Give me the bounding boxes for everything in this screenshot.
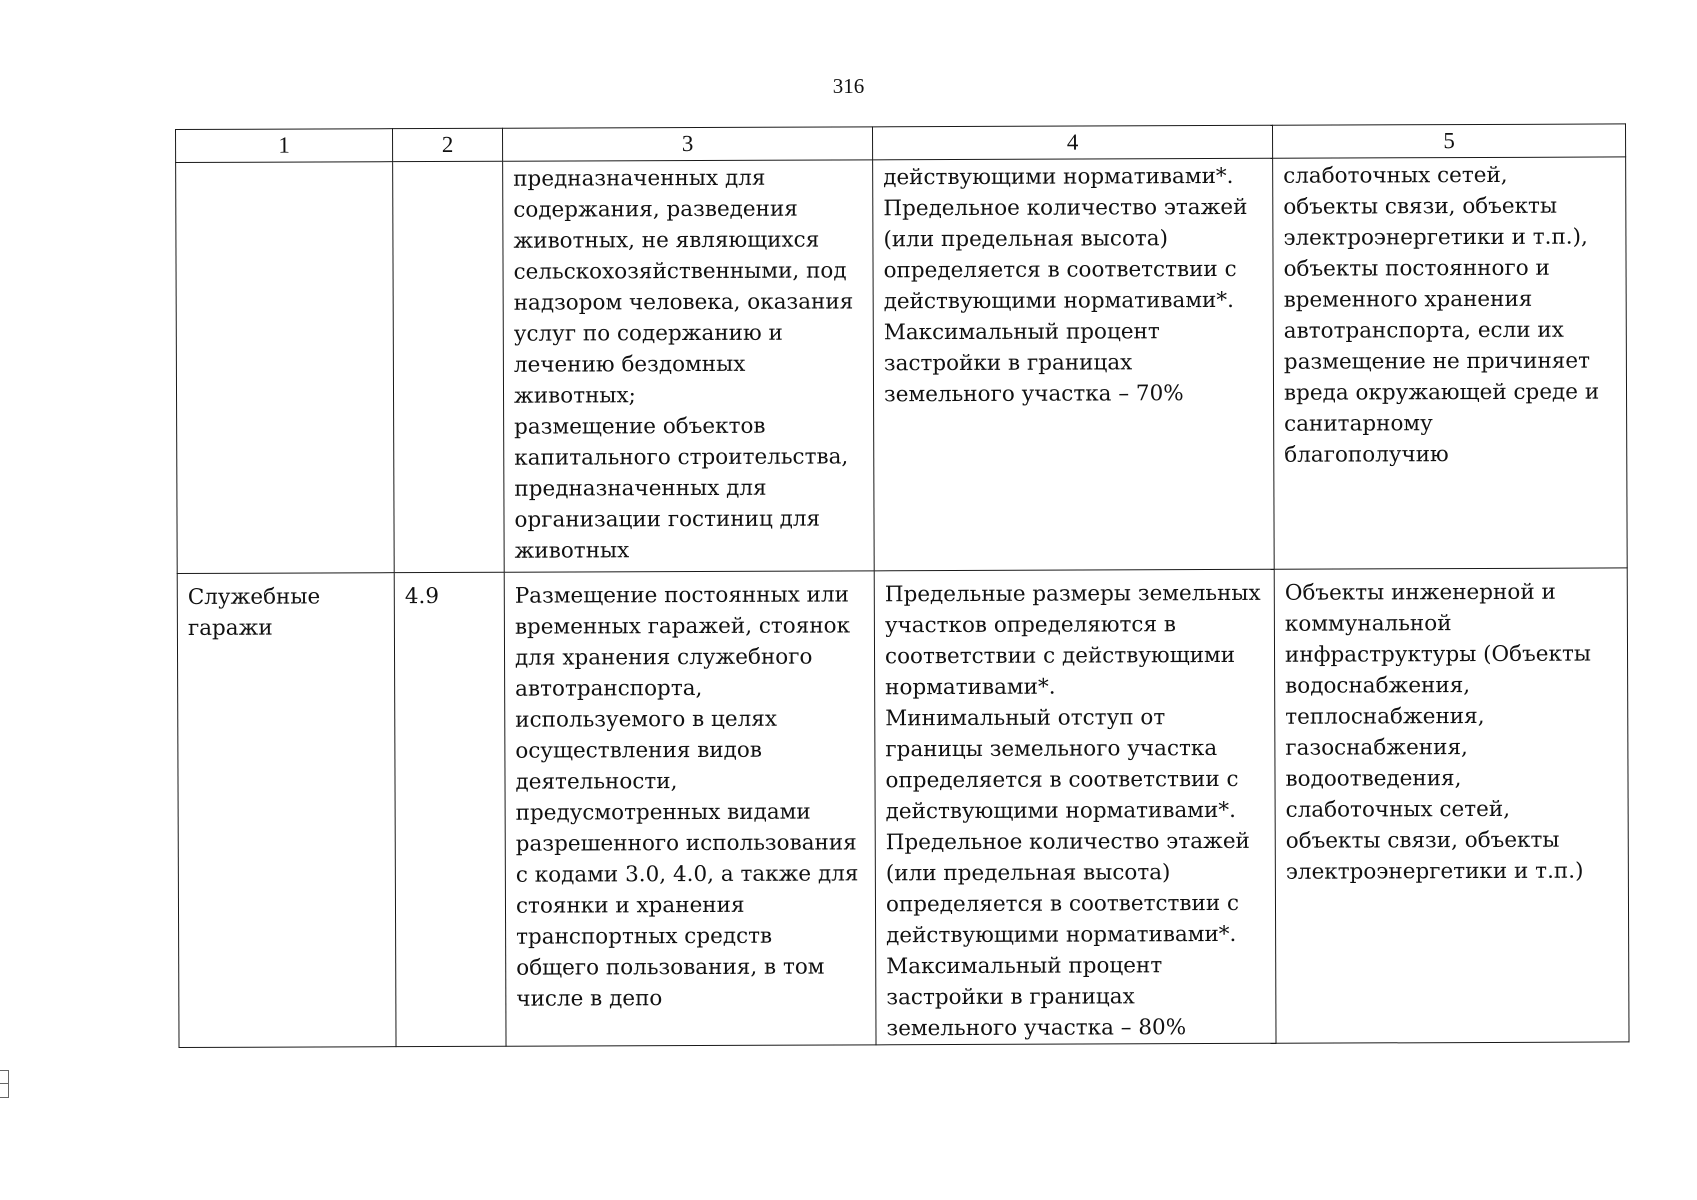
header-col-4: 4	[872, 125, 1272, 160]
text-line: (или предельная высота)	[883, 226, 1169, 253]
text-line: лечению бездомных	[513, 351, 746, 378]
text-line: Максимальный процент	[886, 953, 1163, 980]
text-line: водоснабжения,	[1285, 673, 1471, 699]
text-line: Предельное количество этажей	[883, 194, 1248, 222]
text-line: инфраструктуры (Объекты	[1284, 641, 1591, 668]
text-line: Объекты инженерной и	[1284, 579, 1556, 606]
text-line: Минимальный отступ от	[885, 705, 1166, 732]
cell-use-name	[176, 162, 395, 574]
cell-parameters	[873, 158, 1275, 571]
text-line: застройки в границах	[886, 984, 1135, 1011]
text-line: объекты постоянного и	[1283, 255, 1550, 282]
text-line: размещение не причиняет	[1283, 348, 1591, 375]
text-line: осуществления видов	[515, 737, 762, 764]
text-line: газоснабжения,	[1285, 735, 1468, 761]
binding-mark	[0, 1070, 9, 1098]
cell-auxiliary-uses	[1273, 157, 1628, 569]
text-line: Максимальный процент	[883, 319, 1160, 346]
text-line: теплоснабжения,	[1285, 703, 1485, 730]
cell-description	[503, 160, 875, 572]
text-line: деятельности,	[515, 769, 678, 795]
text-line: слаботочных сетей,	[1285, 796, 1511, 823]
land-use-table	[175, 123, 1630, 1048]
text-line: используемого в целях	[515, 706, 777, 733]
text-line: нормативами*.	[885, 674, 1056, 701]
text-line: капитального строительства,	[514, 444, 849, 471]
text-line: размещение объектов	[514, 413, 766, 440]
text-line: определяется в соответствии с	[885, 890, 1240, 918]
text-line: транспортных средств	[516, 923, 773, 950]
text-line: земельного участка – 70%	[883, 381, 1184, 408]
text-line: разрешенного использования	[515, 830, 857, 857]
text-line: определяется в соответствии с	[885, 766, 1239, 794]
text-line: животных, не являющихся	[513, 227, 820, 254]
text-line: объекты связи, объекты	[1285, 827, 1560, 854]
text-line: предназначенных для	[514, 475, 767, 502]
text-line: участков определяются в	[884, 612, 1177, 639]
text-line: организации гостиниц для	[514, 506, 821, 533]
header-col-3: 3	[502, 127, 872, 161]
text-line: коммунальной	[1284, 611, 1452, 637]
text-line: действующими нормативами*.	[885, 797, 1236, 825]
header-row	[176, 124, 1626, 163]
text-line: предусмотренных видами	[515, 799, 811, 826]
text-line: временного хранения	[1283, 286, 1533, 313]
text-line: содержания, разведения	[513, 196, 798, 223]
cell-description	[504, 571, 876, 1046]
text-line: санитарному	[1284, 411, 1433, 437]
text-line: Предельные размеры земельных	[884, 580, 1261, 608]
text-line: Предельное количество этажей	[885, 828, 1250, 856]
text-line: земельного участка – 80%	[886, 1015, 1187, 1042]
text-line: временных гаражей, стоянок	[514, 613, 851, 640]
page-number: 316	[832, 74, 865, 98]
text-line: вреда окружающей среде и	[1283, 379, 1600, 406]
text-line: услуг по содержанию и	[513, 320, 783, 347]
text-line: гаражи	[187, 615, 273, 641]
text-line: животных;	[513, 383, 636, 409]
text-line: застройки в границах	[883, 350, 1133, 377]
cell-code	[393, 161, 505, 572]
text-line: для хранения служебного	[514, 644, 813, 671]
header-col-2: 2	[393, 128, 503, 161]
text-line: стоянки и хранения	[515, 892, 745, 919]
text-line: Служебные	[187, 584, 321, 610]
text-line: водоотведения,	[1285, 766, 1462, 792]
cell-auxiliary-uses	[1274, 568, 1629, 1043]
table-row	[177, 568, 1629, 1048]
text-line: сельскохозяйственными, под	[513, 258, 847, 285]
text-line: с кодами 3.0, 4.0, а также для	[515, 861, 859, 888]
text-line: предназначенных для	[513, 165, 766, 192]
text-line: Размещение постоянных или	[514, 582, 849, 609]
text-line: (или предельная высота)	[885, 860, 1171, 887]
text-line: слаботочных сетей,	[1283, 162, 1508, 189]
text-line: соответствии с действующими	[884, 642, 1236, 670]
text-line: действующими нормативами*.	[886, 921, 1237, 949]
text-line: благополучию	[1284, 442, 1449, 468]
text-line: надзором человека, оказания	[513, 289, 854, 316]
text-line: границы земельного участка	[885, 736, 1218, 763]
text-line: числе в депо	[516, 986, 663, 1012]
text-line: 4.9	[404, 583, 440, 610]
text-line: электроэнергетики и т.п.),	[1283, 224, 1588, 251]
text-line: объекты связи, объекты	[1283, 193, 1558, 220]
text-line: животных	[514, 538, 630, 564]
text-line: действующими нормативами*.	[883, 163, 1234, 191]
text-line: определяется в соответствии с	[883, 256, 1237, 284]
header-col-1: 1	[176, 129, 393, 163]
table-row	[176, 157, 1628, 574]
cell-code	[394, 572, 506, 1046]
text-line: общего пользования, в том	[516, 954, 825, 981]
header-col-5: 5	[1272, 124, 1625, 158]
text-line: автотранспорта,	[515, 675, 703, 702]
cell-use-name	[177, 573, 396, 1048]
text-line: электроэнергетики и т.п.)	[1285, 858, 1584, 885]
text-line: автотранспорта, если их	[1283, 317, 1564, 344]
cell-parameters	[874, 569, 1276, 1045]
text-line: действующими нормативами*.	[883, 287, 1234, 315]
